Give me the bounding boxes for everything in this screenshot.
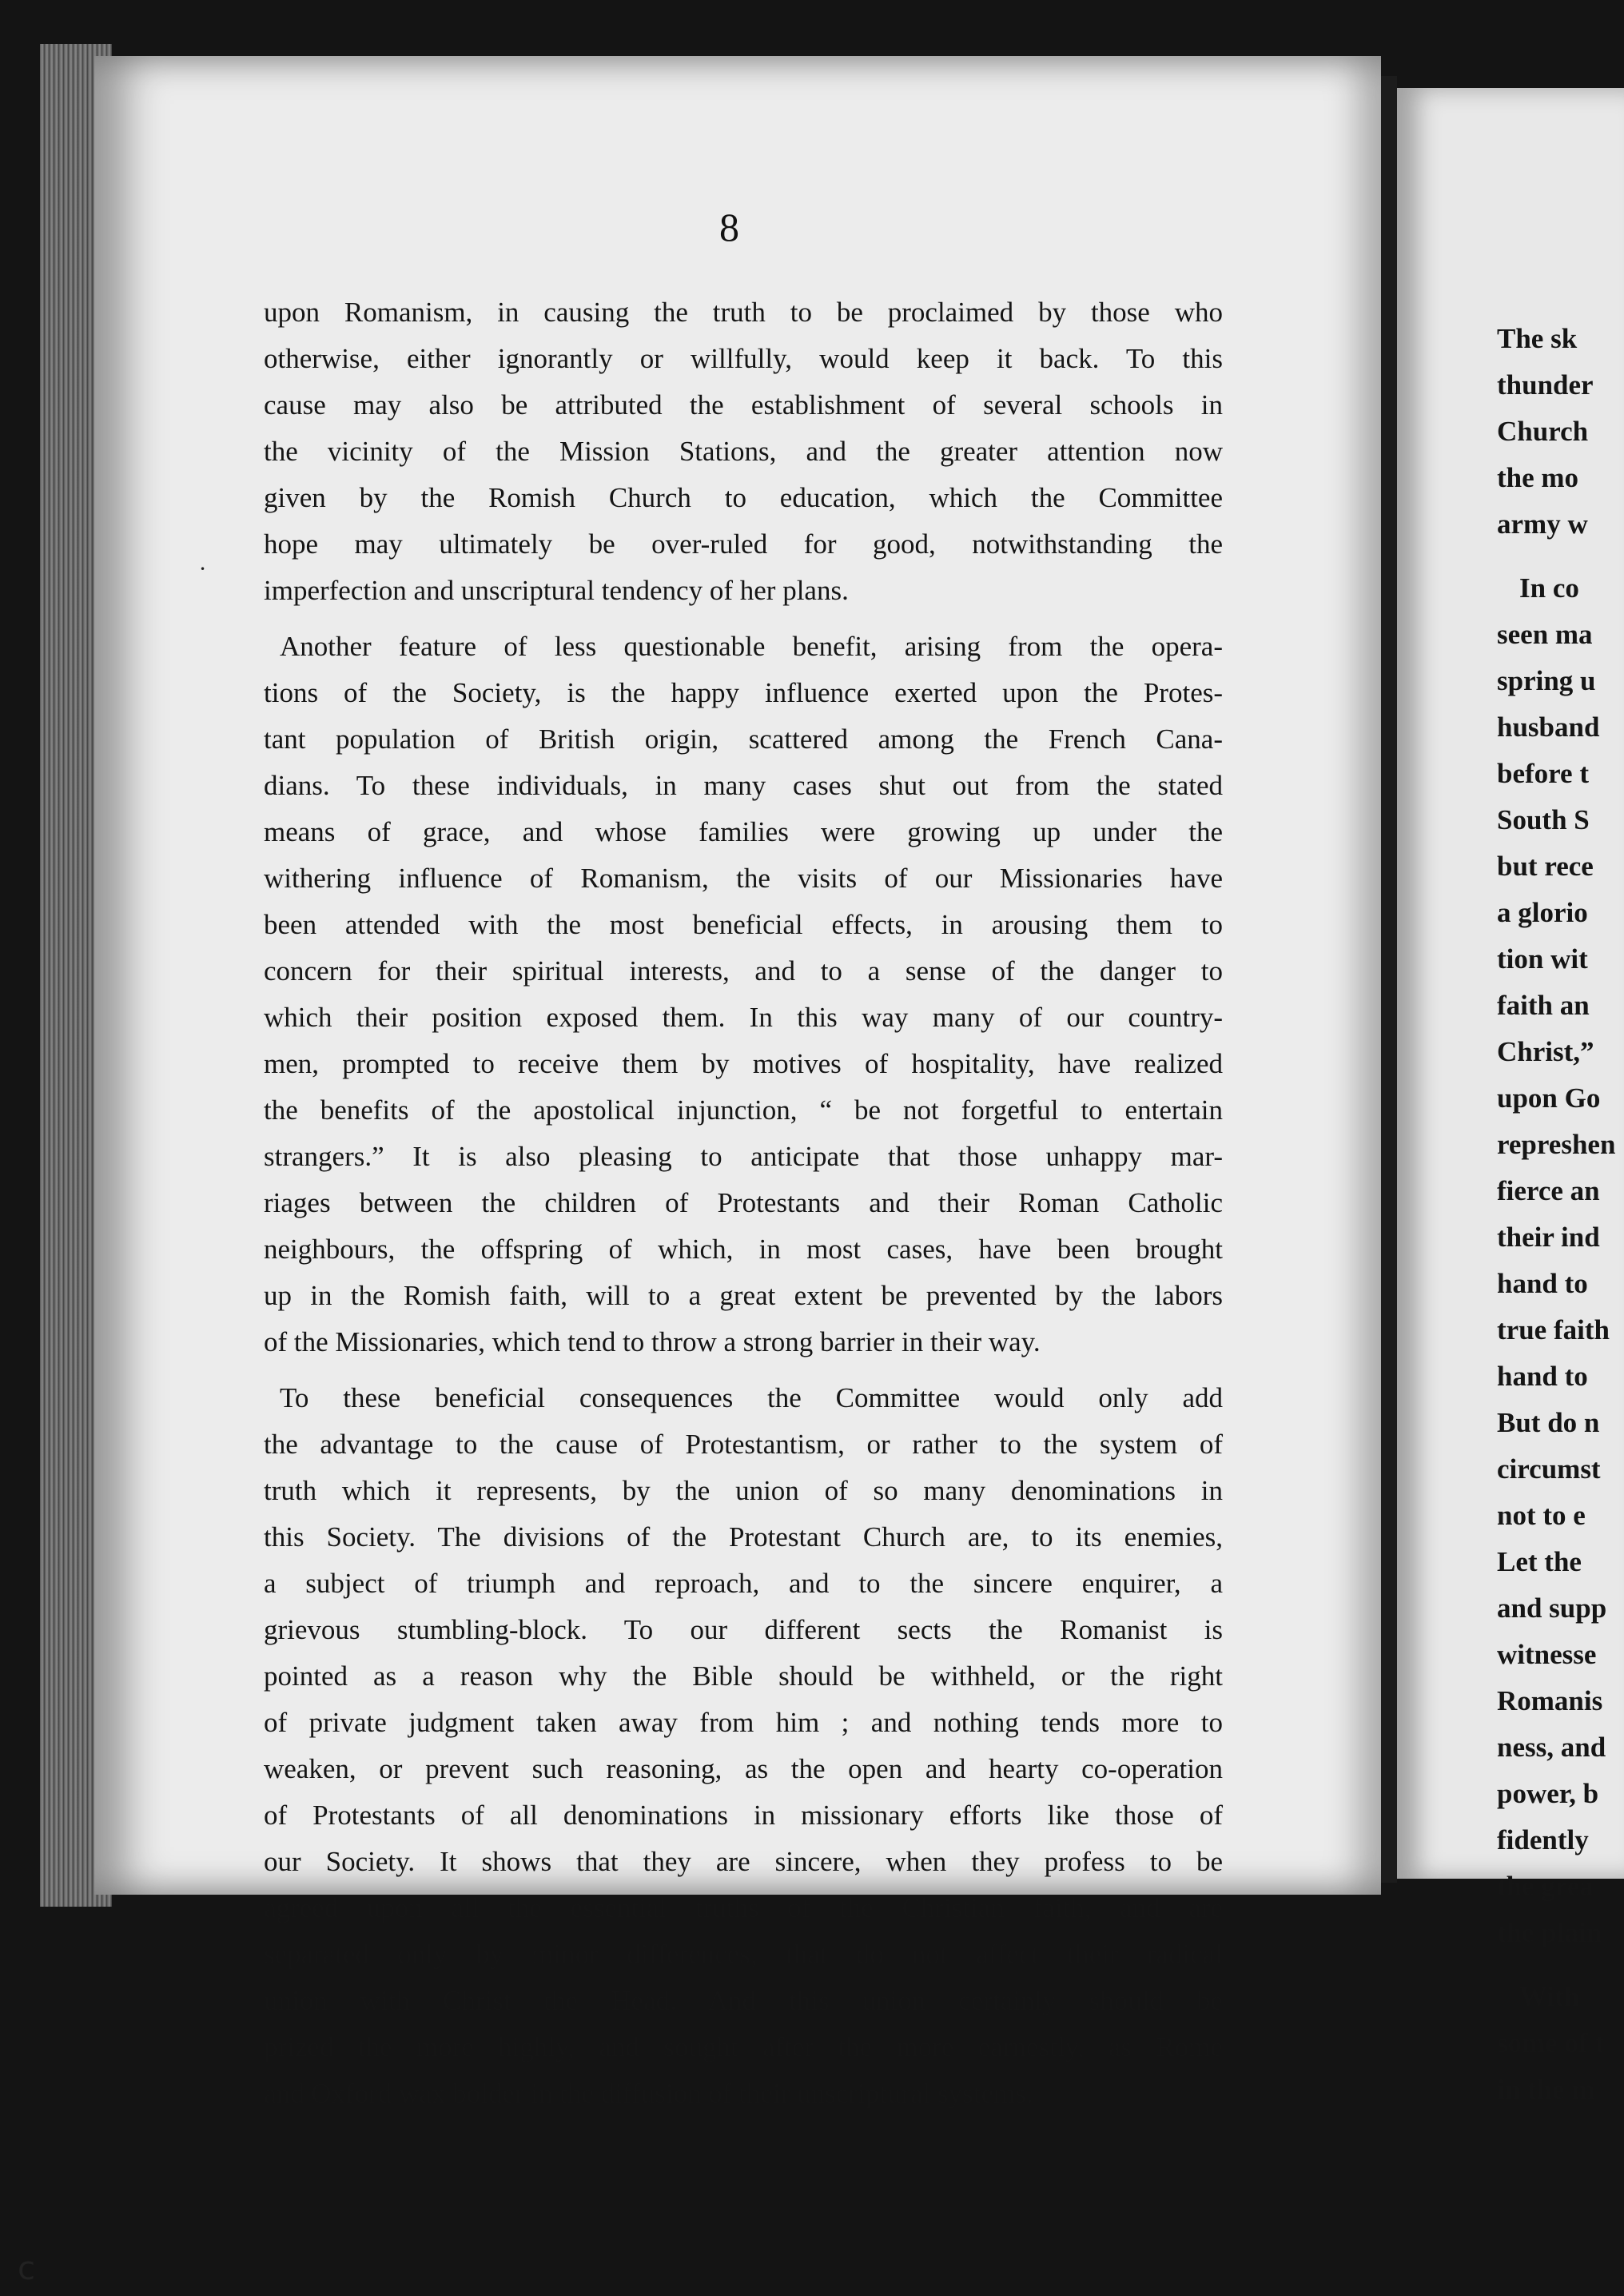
text-line: circumst [1497,1453,1601,1485]
text-line: of Protestants of all denominations in missionary efforts like those of [264,1800,1223,1831]
text-line: With [1519,1981,1580,2012]
text-line: and Oxford wax bolder in the diffusion of their unscriptural systems. [264,2078,1033,2109]
page-number: 8 [719,205,739,249]
text-line: truth which it represents, by the union of so many denominations in [264,1475,1223,1506]
text-line: neighbours, the offspring of which, in most cases, have been brought [264,1234,1223,1265]
text-line: not to e [1497,1500,1586,1531]
text-line: a subject of triumph and reproach, and to the sincere enquirer, a [264,1568,1223,1599]
text-line: but rece [1497,851,1594,882]
text-line: ness, and [1497,1732,1606,1763]
text-line: pointed as a reason why the Bible should be withheld, or the right [264,1660,1223,1692]
text-line: husband [1497,712,1600,743]
text-line: dians. To these individuals, in many cases shut out from the stated [264,770,1223,801]
right-page-text [1497,316,1624,2113]
book-gutter [1381,76,1397,1883]
text-line: this Society. The divisions of the Protestant Church are, to its enemies, [264,1521,1223,1553]
text-line: hand to [1497,1361,1588,1392]
text-line: a glorio [1497,897,1588,928]
text-line: fidently [1497,1824,1589,1856]
text-line: tant population of British origin, scattered among the French Cana- [264,723,1223,755]
text-line: army w [1497,508,1588,540]
text-line: the vicinity of the Mission Stations, and the greater attention now [264,436,1223,467]
text-line: union with Christ the Head. And this union certainly should be [264,1985,1223,2016]
text-line: riages between the children of Protestants and their Roman Catholic [264,1187,1223,1218]
paragraph-gap [1497,1956,1624,1974]
text-line: and supp [1497,1592,1607,1624]
scan-artifact-mark: c [18,2250,35,2287]
text-line: true faith [1497,1314,1610,1345]
text-line: strangers.” It is also pleasing to anticipate that those unhappy mar- [264,1141,1223,1172]
text-line: the mo [1497,462,1579,493]
text-line: upon Go [1497,1082,1601,1114]
left-page-text [264,289,1223,2117]
margin-dot: • [200,564,206,575]
text-line: Christ,” [1497,1036,1594,1067]
text-line: up in the Romish faith, will to a great extent be prevented by the labors [264,1280,1223,1311]
text-line: But do n [1497,1407,1600,1438]
text-line: given by the Romish Church to education, which the Committee [264,482,1223,513]
text-line: of private judgment taken away from him ; and nothing tends more to [264,1707,1223,1738]
text-line: Let the [1497,1546,1582,1577]
text-line: before t [1497,758,1589,789]
text-line: which their position exposed them. In this way many of our country- [264,1002,1223,1033]
text-line: To these beneficial consequences the Committee would only add [280,1382,1223,1413]
text-line: fierce an [1497,1175,1600,1206]
text-line: men, prompted to receive them by motives of hospitality, have realized [264,1048,1223,1079]
text-line: our Society. It shows that they are sincere, when they profess to be [264,1846,1223,1877]
text-line: the grea [1497,1871,1594,1902]
text-line: grievous stumbling-block. To our different sects the Romanist is [264,1614,1223,1645]
text-line: means of grace, and whose families were growing up under the [264,816,1223,847]
text-line: hand to [1497,1268,1588,1299]
text-line: their ind [1497,1222,1600,1253]
paragraph-gap [264,614,1223,624]
text-line: prized the more highly, and sought after the more earnestly, as Rome [264,2031,1223,2063]
text-line: In co [1519,572,1579,604]
text-line: the advantage to the cause of Protestantism, or rather to the system of [264,1429,1223,1460]
text-line: hope may ultimately be over-ruled for good, notwithstanding the [264,528,1223,560]
text-line: in the m [1497,2074,1595,2105]
text-line: some of t [1497,2027,1605,2059]
text-line: tions of the Society, is the happy influence exerted upon the Protes- [264,677,1223,708]
text-line: separated only by minor differences, that do not affect their radical [264,1939,1223,1970]
text-line: witnesse [1497,1639,1597,1670]
text-line: represhen [1497,1129,1616,1160]
text-line: of the Missionaries, which tend to throw a strong barrier in their way. [264,1326,1041,1357]
text-line: imperfection and unscriptural tendency of her plans. [264,575,849,606]
text-line: Church [1497,416,1589,447]
text-line: spring u [1497,665,1596,696]
text-line: otherwise, either ignorantly or willfully, would keep it back. To this [264,343,1223,374]
text-line: the plain [1497,1917,1602,1948]
text-line: Another feature of less questionable benefit, arising from the opera- [280,631,1223,662]
text-line: upon Romanism, in causing the truth to be proclaimed by those who [264,297,1223,328]
paragraph-gap [264,1365,1223,1375]
text-line: cause may also be attributed the establishment of several schools in [264,389,1223,421]
text-line: weaken, or prevent such reasoning, as the open and hearty co-operation [264,1753,1223,1784]
text-line: power, b [1497,1778,1599,1809]
text-line: The sk [1497,323,1578,354]
text-line: the benefits of the apostolical injunction, “ be not forgetful to entertain [264,1094,1223,1126]
text-line: thunder [1497,369,1594,401]
text-line: withering influence of Romanism, the visits of our Missionaries have [264,863,1223,894]
text-line: South S [1497,804,1590,835]
text-line: seen ma [1497,619,1593,650]
text-line: concern for their spiritual interests, and to a sense of the danger to [264,955,1223,987]
text-line: been attended with the most beneficial effects, in arousing them to [264,909,1223,940]
text-line: tion wit [1497,943,1588,975]
paragraph-gap [1497,548,1624,565]
text-line: faith an [1497,990,1590,1021]
text-line: Romanis [1497,1685,1603,1716]
text-line: agreed upon all the essential truths of the Christian faith, and are [264,1892,1223,1923]
